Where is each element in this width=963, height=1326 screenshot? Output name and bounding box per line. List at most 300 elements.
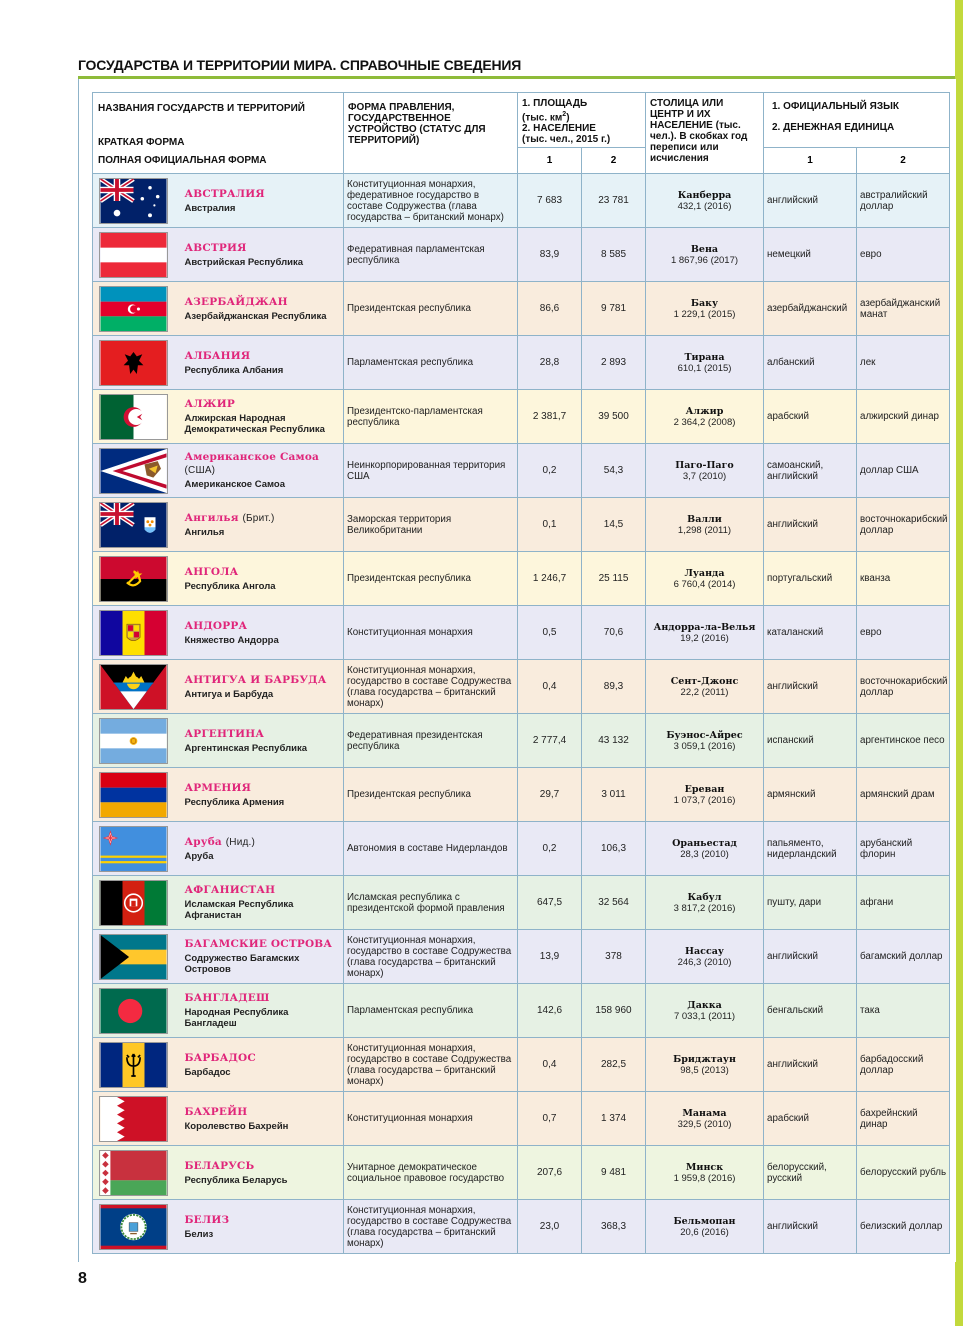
header-gov-form: [344, 93, 518, 174]
capital-population: 7 033,1 (2011): [673, 1010, 736, 1022]
language-cell: албанский: [764, 336, 857, 390]
country-full-name: Княжество Андорра: [184, 634, 279, 646]
capital-cell: [646, 1092, 764, 1146]
country-short-name: [185, 1214, 344, 1227]
gov-form-cell: Исламская республика с президентской формой правления: [344, 876, 518, 930]
name-cell: [185, 1200, 344, 1254]
name-cell: [185, 876, 344, 930]
table-header-row: [93, 93, 950, 148]
name-cell: [185, 1146, 344, 1200]
capital-population: 1,298 (2011): [677, 524, 732, 536]
angola-flag: [100, 557, 167, 601]
capital-population: 28,3 (2010): [680, 848, 729, 860]
capital-population: 6 760,4 (2014): [673, 578, 736, 590]
capital-population: 1 867,96 (2017): [670, 254, 739, 266]
capital-cell: [646, 984, 764, 1038]
armenia-flag: [100, 773, 167, 817]
country-full-name: Американское Самоа: [184, 479, 285, 490]
short-name-text: АРГЕНТИНА: [184, 727, 265, 740]
header-lang-line: 1. ОФИЦИАЛЬНЫЙ ЯЗЫК: [772, 101, 899, 112]
short-name-text: АЛБАНИЯ: [184, 349, 251, 362]
page-number: 8: [78, 1270, 87, 1287]
table-row: [93, 174, 950, 228]
capital-cell: [646, 714, 764, 768]
currency-cell: азербайджанский манат: [857, 282, 950, 336]
capital-cell: [646, 1200, 764, 1254]
short-name-text: АНДОРРА: [184, 619, 248, 632]
language-cell: английский: [764, 1200, 857, 1254]
country-full-name: Аруба: [184, 850, 214, 862]
area-cell: 86,6: [518, 282, 582, 336]
anguilla-flag: [100, 503, 167, 547]
language-cell: английский: [764, 1038, 857, 1092]
capital-population: 246,3 (2010): [677, 956, 732, 968]
short-name-text: БАНГЛАДЕШ: [184, 992, 270, 1004]
short-name-text: АВСТРИЯ: [184, 241, 247, 254]
flag-cell: [93, 174, 185, 228]
population-cell: 2 893: [582, 336, 646, 390]
currency-cell: багамский доллар: [857, 930, 950, 984]
capital-population: 1 959,8 (2016): [673, 1172, 736, 1184]
country-full-name: Австралия: [184, 202, 236, 214]
flag-cell: [93, 768, 185, 822]
flag-cell: [93, 930, 185, 984]
country-short-name: [185, 620, 344, 633]
header-area-line1: 1. ПЛОЩАДЬ: [522, 98, 588, 109]
capital-cell: [646, 606, 764, 660]
header-currency-line: 2. ДЕНЕЖНАЯ ЕДИНИЦА: [772, 122, 895, 133]
gov-form-cell: Конституционная монархия, государство в составе Содружества (глава государства – британский монарх): [344, 660, 518, 714]
table-row: [93, 552, 950, 606]
capital-name: Буэнос-Айрес: [666, 729, 743, 741]
language-cell: азербайджанский: [764, 282, 857, 336]
bahamas-flag: [100, 935, 167, 979]
population-cell: 70,6: [582, 606, 646, 660]
gov-form-cell: Конституционная монархия: [344, 1092, 518, 1146]
name-cell: [185, 552, 344, 606]
table-row: [93, 876, 950, 930]
area-cell: 2 381,7: [518, 390, 582, 444]
territory-note: (США): [184, 465, 216, 476]
population-cell: 368,3: [582, 1200, 646, 1254]
population-cell: 43 132: [582, 714, 646, 768]
name-cell: [185, 444, 344, 498]
short-name-text: БЕЛАРУСЬ: [184, 1159, 255, 1172]
gov-form-cell: Конституционная монархия, государство в составе Содружества (глава государства – британский монарх): [344, 1200, 518, 1254]
country-full-name: Республика Беларусь: [184, 1174, 288, 1186]
header-area-sup: 2: [562, 111, 567, 118]
country-short-name: [185, 350, 344, 363]
header-capital: [646, 93, 764, 174]
country-full-name: Белиз: [184, 1228, 214, 1240]
language-cell: английский: [764, 930, 857, 984]
country-full-name: Антигуа и Барбуда: [184, 688, 274, 700]
azerbaijan-flag: [100, 287, 167, 331]
country-short-name: [185, 884, 344, 897]
country-short-name: [185, 938, 344, 951]
table-row: [93, 1146, 950, 1200]
capital-cell: [646, 660, 764, 714]
capital-name: Бриджтаун: [673, 1053, 736, 1065]
table-row: [93, 390, 950, 444]
country-full-name: Алжирская Народная Демократическая Республика: [184, 413, 325, 435]
table-row: [93, 1200, 950, 1254]
language-cell: каталанский: [764, 606, 857, 660]
area-cell: 0,7: [518, 1092, 582, 1146]
area-cell: 207,6: [518, 1146, 582, 1200]
page-edge-bar: [955, 0, 963, 1326]
argentina-flag: [100, 719, 167, 763]
currency-cell: барбадосский доллар: [857, 1038, 950, 1092]
table-row: [93, 228, 950, 282]
country-short-name: [185, 512, 344, 525]
header-col-pop-num: 2: [582, 148, 646, 174]
language-cell: испанский: [764, 714, 857, 768]
table-row: [93, 714, 950, 768]
flag-cell: [93, 984, 185, 1038]
table-row: [93, 1092, 950, 1146]
population-cell: 3 011: [582, 768, 646, 822]
header-area-pop: [518, 93, 646, 148]
gov-form-cell: Конституционная монархия, государство в составе Содружества (глава государства – британский монарх): [344, 1038, 518, 1092]
language-cell: самоанский, английский: [764, 444, 857, 498]
area-cell: 0,2: [518, 822, 582, 876]
currency-cell: восточнокарибский доллар: [857, 498, 950, 552]
header-names: [93, 93, 344, 174]
language-cell: армянский: [764, 768, 857, 822]
flag-cell: [93, 1200, 185, 1254]
area-cell: 0,2: [518, 444, 582, 498]
area-cell: 0,4: [518, 660, 582, 714]
population-cell: 39 500: [582, 390, 646, 444]
short-name-text: Американское Самоа: [184, 451, 320, 463]
countries-table: [92, 92, 950, 1254]
flag-cell: [93, 1092, 185, 1146]
currency-cell: арубанский флорин: [857, 822, 950, 876]
belize-flag: [100, 1205, 167, 1249]
capital-population: 432,1 (2016): [677, 200, 732, 212]
capital-cell: [646, 552, 764, 606]
country-short-name: [185, 451, 344, 477]
gov-form-cell: Федеративная президентская республика: [344, 714, 518, 768]
flag-cell: [93, 714, 185, 768]
gov-form-cell: Федеративная парламентская республика: [344, 228, 518, 282]
short-name-text: БАГАМСКИЕ ОСТРОВА: [184, 938, 333, 950]
language-cell: бенгальский: [764, 984, 857, 1038]
name-cell: [185, 390, 344, 444]
language-cell: английский: [764, 498, 857, 552]
gov-form-cell: Автономия в составе Нидерландов: [344, 822, 518, 876]
flag-cell: [93, 282, 185, 336]
header-col-currency-num: 2: [857, 148, 950, 174]
table-row: [93, 768, 950, 822]
population-cell: 14,5: [582, 498, 646, 552]
area-cell: 28,8: [518, 336, 582, 390]
country-full-name: Республика Ангола: [184, 580, 276, 592]
area-cell: 0,5: [518, 606, 582, 660]
gov-form-cell: Унитарное демократическое социальное правовое государство: [344, 1146, 518, 1200]
capital-cell: [646, 876, 764, 930]
antigua-barbuda-flag: [100, 665, 167, 709]
language-cell: английский: [764, 660, 857, 714]
flag-cell: [93, 498, 185, 552]
capital-cell: [646, 228, 764, 282]
name-cell: [185, 606, 344, 660]
aruba-flag: [100, 827, 167, 871]
country-short-name: [185, 1052, 344, 1065]
table-row: [93, 498, 950, 552]
capital-cell: [646, 390, 764, 444]
country-short-name: [185, 782, 344, 795]
language-cell: португальский: [764, 552, 857, 606]
capital-name: Паго-Паго: [675, 459, 734, 471]
name-cell: [185, 822, 344, 876]
capital-name: Луанда: [684, 567, 725, 579]
country-full-name: Аргентинская Республика: [184, 742, 307, 754]
language-cell: пушту, дари: [764, 876, 857, 930]
capital-population: 329,5 (2010): [677, 1118, 732, 1130]
table-row: [93, 606, 950, 660]
australia-flag: [100, 179, 167, 223]
header-area-line2: [522, 109, 641, 123]
capital-name: Минск: [685, 1161, 724, 1173]
capital-cell: [646, 1146, 764, 1200]
flag-cell: [93, 1038, 185, 1092]
table-row: [93, 822, 950, 876]
language-cell: арабский: [764, 1092, 857, 1146]
flag-cell: [93, 876, 185, 930]
language-cell: немецкий: [764, 228, 857, 282]
flag-cell: [93, 660, 185, 714]
flag-cell: [93, 336, 185, 390]
header-names-line1: НАЗВАНИЯ ГОСУДАРСТВ И ТЕРРИТОРИЙ: [98, 103, 305, 114]
capital-name: Вена: [690, 243, 719, 255]
territory-note: (Нид.): [225, 836, 256, 848]
albania-flag: [100, 341, 167, 385]
capital-population: 98,5 (2013): [680, 1064, 729, 1076]
short-name-text: БАРБАДОС: [184, 1051, 256, 1064]
short-name-text: АФГАНИСТАН: [184, 884, 276, 896]
table-row: [93, 984, 950, 1038]
currency-cell: афгани: [857, 876, 950, 930]
american-samoa-flag: [100, 449, 167, 493]
belarus-flag: [100, 1151, 167, 1195]
area-cell: 29,7: [518, 768, 582, 822]
gov-form-cell: Конституционная монархия, государство в составе Содружества (глава государства – британский монарх): [344, 930, 518, 984]
capital-population: 3,7 (2010): [682, 470, 727, 482]
country-short-name: [185, 674, 344, 687]
capital-name: Ереван: [684, 783, 725, 795]
country-short-name: [185, 728, 344, 741]
algeria-flag: [100, 395, 167, 439]
language-cell: папьяменто, нидерландский: [764, 822, 857, 876]
capital-cell: [646, 336, 764, 390]
capital-name: Кабул: [687, 891, 722, 903]
capital-cell: [646, 822, 764, 876]
capital-cell: [646, 930, 764, 984]
short-name-text: Ангилья: [184, 511, 239, 524]
gov-form-cell: Президентско-парламентская республика: [344, 390, 518, 444]
short-name-text: БЕЛИЗ: [184, 1213, 230, 1226]
currency-cell: евро: [857, 228, 950, 282]
country-short-name: [185, 836, 344, 849]
short-name-text: АНТИГУА И БАРБУДА: [184, 673, 327, 686]
capital-name: Алжир: [685, 405, 724, 417]
currency-cell: евро: [857, 606, 950, 660]
language-cell: английский: [764, 174, 857, 228]
population-cell: 32 564: [582, 876, 646, 930]
header-area-unit: (тыс. км: [522, 112, 563, 124]
table-row: [93, 660, 950, 714]
short-name-text: БАХРЕЙН: [184, 1105, 248, 1118]
territory-note: (Брит.): [242, 512, 275, 524]
capital-cell: [646, 444, 764, 498]
page-title-wrap: [78, 57, 955, 79]
gov-form-cell: Президентская республика: [344, 552, 518, 606]
capital-name: Канберра: [677, 189, 732, 201]
page-title: ГОСУДАРСТВА И ТЕРРИТОРИИ МИРА. СПРАВОЧНЫЕ СВЕДЕНИЯ: [78, 57, 522, 73]
name-cell: [185, 930, 344, 984]
gov-form-cell: Парламентская республика: [344, 984, 518, 1038]
name-cell: [185, 174, 344, 228]
flag-cell: [93, 1146, 185, 1200]
country-short-name: [185, 566, 344, 579]
gov-form-cell: Президентская республика: [344, 282, 518, 336]
currency-cell: белорусский рубль: [857, 1146, 950, 1200]
afghanistan-flag: [100, 881, 167, 925]
currency-cell: белизский доллар: [857, 1200, 950, 1254]
area-cell: 0,4: [518, 1038, 582, 1092]
name-cell: [185, 1092, 344, 1146]
population-cell: 89,3: [582, 660, 646, 714]
currency-cell: восточнокарибский доллар: [857, 660, 950, 714]
name-cell: [185, 282, 344, 336]
population-cell: 158 960: [582, 984, 646, 1038]
country-full-name: Республика Армения: [184, 796, 285, 808]
country-full-name: Народная Республика Бангладеш: [184, 1007, 289, 1029]
andorra-flag: [100, 611, 167, 655]
header-names-line3: ПОЛНАЯ ОФИЦИАЛЬНАЯ ФОРМА: [98, 155, 267, 166]
capital-cell: [646, 498, 764, 552]
population-cell: 106,3: [582, 822, 646, 876]
currency-cell: доллар США: [857, 444, 950, 498]
short-name-text: АЛЖИР: [184, 398, 235, 410]
capital-name: Баку: [690, 297, 719, 309]
flag-cell: [93, 444, 185, 498]
country-short-name: [185, 992, 344, 1005]
name-cell: [185, 228, 344, 282]
capital-population: 2 364,2 (2008): [673, 416, 736, 428]
short-name-text: АНГОЛА: [184, 565, 239, 578]
header-col-lang-num: 1: [764, 148, 857, 174]
flag-cell: [93, 606, 185, 660]
capital-name: Бельмопан: [673, 1215, 736, 1227]
currency-cell: аргентинское песо: [857, 714, 950, 768]
capital-population: 20,6 (2016): [680, 1226, 729, 1238]
header-area-paren: ): [566, 112, 570, 124]
area-cell: 83,9: [518, 228, 582, 282]
population-cell: 54,3: [582, 444, 646, 498]
area-cell: 2 777,4: [518, 714, 582, 768]
capital-cell: [646, 1038, 764, 1092]
gov-form-cell: Президентская республика: [344, 768, 518, 822]
bahrain-flag: [100, 1097, 167, 1141]
bangladesh-flag: [100, 989, 167, 1033]
short-name-text: АЗЕРБАЙДЖАН: [184, 295, 288, 308]
capital-name: Манама: [682, 1107, 727, 1119]
country-full-name: Австрийская Республика: [184, 256, 303, 268]
currency-cell: кванза: [857, 552, 950, 606]
capital-name: Андорра-ла-Велья: [653, 621, 756, 633]
population-cell: 378: [582, 930, 646, 984]
country-full-name: Ангилья: [184, 526, 225, 538]
barbados-flag: [100, 1043, 167, 1087]
population-cell: 282,5: [582, 1038, 646, 1092]
name-cell: [185, 714, 344, 768]
country-short-name: [185, 1106, 344, 1119]
capital-name: Тирана: [684, 351, 725, 363]
currency-cell: лек: [857, 336, 950, 390]
austria-flag: [100, 233, 167, 277]
table-row: [93, 444, 950, 498]
capital-population: 22,2 (2011): [680, 686, 729, 698]
short-name-text: АВСТРАЛИЯ: [184, 187, 265, 200]
country-short-name: [185, 398, 344, 411]
capital-population: 1 229,1 (2015): [673, 308, 736, 320]
header-col-area-num: 1: [518, 148, 582, 174]
flag-cell: [93, 822, 185, 876]
area-cell: 0,1: [518, 498, 582, 552]
table-row: [93, 336, 950, 390]
gov-form-cell: Конституционная монархия: [344, 606, 518, 660]
capital-name: Дакка: [687, 999, 722, 1011]
capital-name: Ораньестад: [672, 837, 737, 849]
language-cell: арабский: [764, 390, 857, 444]
header-pop-line1: 2. НАСЕЛЕНИЕ: [522, 123, 596, 135]
capital-cell: [646, 768, 764, 822]
header-pop-line2: (тыс. чел., 2015 г.): [522, 134, 611, 146]
country-full-name: Барбадос: [184, 1066, 231, 1078]
capital-name: Валли: [687, 513, 722, 525]
area-cell: 647,5: [518, 876, 582, 930]
country-full-name: Азербайджанская Республика: [184, 310, 327, 322]
country-short-name: [185, 242, 344, 255]
flag-cell: [93, 228, 185, 282]
flag-cell: [93, 552, 185, 606]
gov-form-cell: Конституционная монархия, федеративное государство в составе Содружества (глава государства – британский монарх): [344, 174, 518, 228]
population-cell: 9 781: [582, 282, 646, 336]
population-cell: 25 115: [582, 552, 646, 606]
name-cell: [185, 768, 344, 822]
population-cell: 1 374: [582, 1092, 646, 1146]
name-cell: [185, 1038, 344, 1092]
area-cell: 23,0: [518, 1200, 582, 1254]
header-capital-text: СТОЛИЦА ИЛИ ЦЕНТР И ИХ НАСЕЛЕНИЕ (тыс. чел.). В скобках год переписи или исчисления: [650, 98, 748, 164]
currency-cell: бахрейнский динар: [857, 1092, 950, 1146]
country-full-name: Исламская Республика Афганистан: [184, 899, 294, 921]
name-cell: [185, 984, 344, 1038]
currency-cell: алжирский динар: [857, 390, 950, 444]
capital-name: Нассау: [685, 945, 724, 957]
country-full-name: Республика Албания: [184, 364, 284, 376]
population-cell: 23 781: [582, 174, 646, 228]
currency-cell: армянский драм: [857, 768, 950, 822]
name-cell: [185, 498, 344, 552]
header-gov-form-text: ФОРМА ПРАВЛЕНИЯ, ГОСУДАРСТВЕННОЕ УСТРОЙСТВО (СТАТУС ДЛЯ ТЕРРИТОРИЙ): [348, 102, 486, 146]
capital-cell: [646, 282, 764, 336]
gov-form-cell: Неинкорпорированная территория США: [344, 444, 518, 498]
area-cell: 142,6: [518, 984, 582, 1038]
